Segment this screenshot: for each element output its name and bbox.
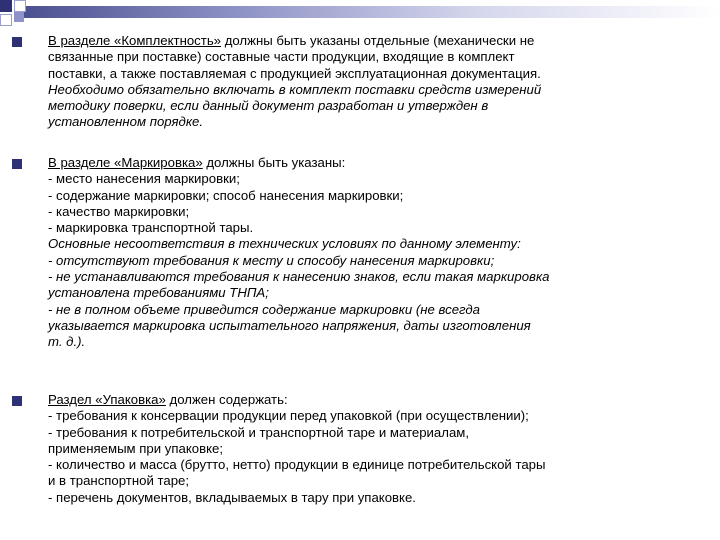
line-text: - качество маркировки; bbox=[48, 203, 190, 219]
paragraph-line bbox=[48, 98, 708, 114]
line-text: - содержание маркировки; способ нанесения маркировки; bbox=[48, 187, 404, 203]
line-text: должен содержать: bbox=[165, 392, 288, 407]
line-text: методику поверки, если данный документ разработан и утвержден в bbox=[48, 98, 489, 114]
line-text: должны быть указаны: bbox=[202, 155, 346, 170]
line-text: - отсутствуют требования к месту и способу нанесения маркировки; bbox=[48, 252, 495, 268]
paragraph-line bbox=[48, 33, 708, 49]
paragraph-line bbox=[48, 269, 708, 285]
line-text: - место нанесения маркировки; bbox=[48, 171, 240, 187]
decor-square bbox=[14, 12, 24, 22]
line-text: - требования к консервации продукции перед упаковкой (при осуществлении); bbox=[48, 408, 529, 424]
line-text: установленном порядке. bbox=[48, 114, 204, 130]
line-text: - маркировка транспортной тары. bbox=[48, 220, 254, 236]
paragraph-line bbox=[48, 318, 708, 334]
line-text: - перечень документов, вкладываемых в тару при упаковке. bbox=[48, 489, 416, 505]
section-name: В разделе «Комплектность» bbox=[48, 33, 222, 48]
paragraph-line bbox=[48, 302, 708, 318]
line-text: - не в полном объеме приведится содержание маркировки (не всегда bbox=[48, 301, 481, 317]
paragraph-line bbox=[48, 457, 708, 473]
square-bullet-icon bbox=[12, 159, 22, 169]
paragraph-line bbox=[48, 408, 708, 424]
paragraph-line bbox=[48, 204, 708, 220]
paragraph-line bbox=[48, 188, 708, 204]
section-name: В разделе «Маркировка» bbox=[48, 155, 203, 170]
paragraph-line bbox=[48, 473, 708, 489]
decor-square bbox=[0, 0, 12, 12]
line-text: Основные несоответствия в технических условиях по данному элементу: bbox=[48, 236, 521, 252]
decor-square bbox=[14, 0, 26, 12]
paragraph-line bbox=[48, 66, 708, 82]
decor-square bbox=[0, 14, 12, 26]
paragraph-line bbox=[48, 220, 708, 236]
paragraph-line bbox=[48, 236, 708, 252]
bullet-paragraph bbox=[48, 33, 708, 131]
line-text: - количество и масса (брутто, нетто) продукции в единице потребительской тары bbox=[48, 457, 546, 473]
bullet-paragraph bbox=[48, 155, 708, 351]
line-text: должны быть указаны отдельные (механически не bbox=[221, 33, 535, 48]
paragraph-line bbox=[48, 392, 708, 408]
paragraph-line bbox=[48, 253, 708, 269]
square-bullet-icon bbox=[12, 396, 22, 406]
paragraph-line bbox=[48, 425, 708, 441]
square-bullet-icon bbox=[12, 37, 22, 47]
line-text: указывается маркировка испытательного напряжения, даты изготовления bbox=[48, 317, 531, 333]
header-gradient-band bbox=[20, 6, 720, 18]
header-decoration bbox=[0, 0, 720, 30]
line-text: Необходимо обязательно включать в комплект поставки средств измерений bbox=[48, 81, 542, 97]
paragraph-line bbox=[48, 171, 708, 187]
line-text: и в транспортной таре; bbox=[48, 473, 190, 489]
paragraph-line bbox=[48, 441, 708, 457]
paragraph-line bbox=[48, 155, 708, 171]
paragraph-line bbox=[48, 334, 708, 350]
paragraph-line bbox=[48, 114, 708, 130]
line-text: связанные при поставке) составные части продукции, входящие в комплект bbox=[48, 49, 515, 65]
section-name: Раздел «Упаковка» bbox=[48, 392, 166, 407]
line-text: применяемым при упаковке; bbox=[48, 440, 224, 456]
bullet-paragraph bbox=[48, 392, 708, 506]
line-text: поставки, а также поставляемая с продукцией эксплуатационная документация. bbox=[48, 65, 541, 81]
paragraph-line bbox=[48, 285, 708, 301]
line-text: т. д.). bbox=[48, 334, 86, 350]
line-text: - не устанавливаются требования к нанесению знаков, если такая маркировка bbox=[48, 269, 550, 285]
paragraph-line bbox=[48, 49, 708, 65]
line-text: - требования к потребительской и транспортной таре и материалам, bbox=[48, 424, 470, 440]
paragraph-line bbox=[48, 82, 708, 98]
paragraph-line bbox=[48, 490, 708, 506]
line-text: установлена требованиями ТНПА; bbox=[48, 285, 269, 301]
